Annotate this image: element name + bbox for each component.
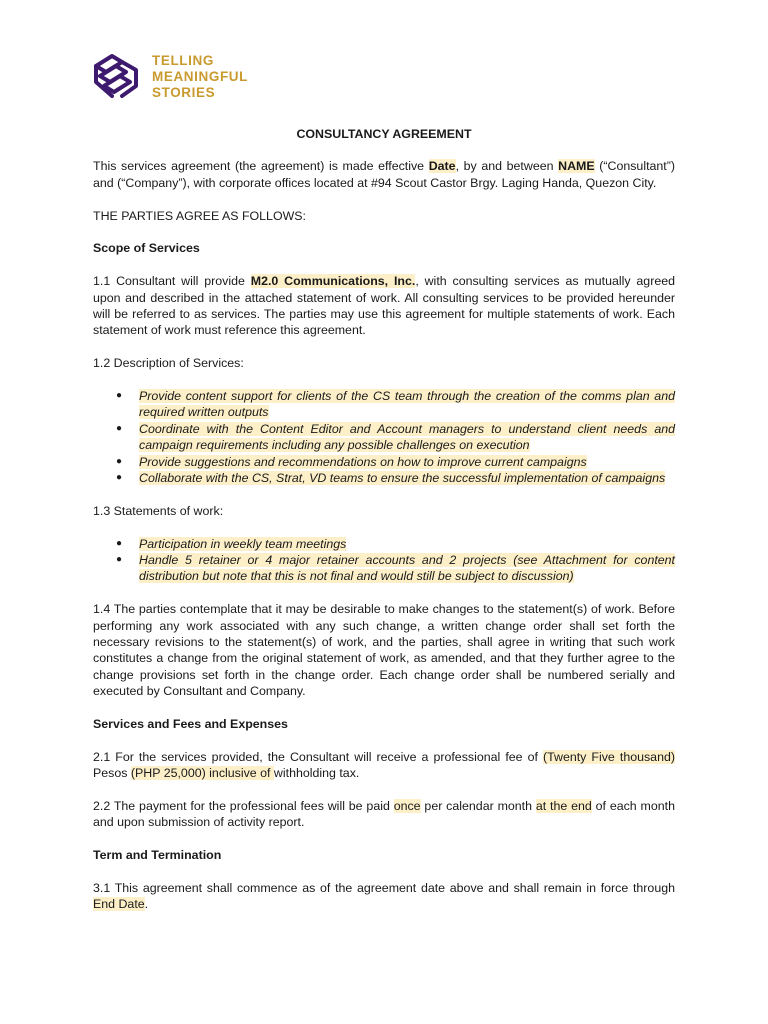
clause-1-3: 1.3 Statements of work:	[93, 503, 224, 518]
logo-line-2: MEANINGFUL	[152, 69, 248, 84]
list-item	[139, 454, 675, 470]
clause-1-1	[93, 273, 675, 339]
consultant-name-placeholder: NAME	[558, 159, 595, 174]
stacked-chevron-logo-icon	[92, 52, 144, 102]
agreement-body	[93, 126, 675, 929]
fee-amount-highlight: (PHP 25,000) inclusive of	[130, 766, 274, 781]
logo-line-3: STORIES	[152, 85, 216, 100]
parties-agree-line: THE PARTIES AGREE AS FOLLOWS:	[93, 208, 306, 223]
clause-3-1-text-a: 3.1 This agreement shall commence as of the agreement date above and shall remain in force through	[93, 881, 675, 896]
intro-text-1: This services agreement (the agreement) is made effective	[93, 159, 429, 174]
clause-1-4: 1.4 The parties contemplate that it may be desirable to make changes to the statement(s) of work. Before performing any work associated with any such change, a written change order shall set forth the necessary revisions to the statement(s) of work, and the parties, shall agree in writing that such work constitutes a change from the original statement of work, as amended, and that they further agree to the change provisions set forth in the change order. Each change order shall be numbered serially and executed by Consultant and Company.	[93, 602, 675, 699]
intro-text-2: , by and between	[455, 159, 559, 174]
service-item-text: Collaborate with the CS, Strat, VD teams to ensure the successful implementation of campaigns	[139, 471, 666, 486]
intro-text-3: (“Consultant”) and (“Company”), with corporate offices located at #94 Scout Castor Brgy. Laging Handa, Quezon City.	[93, 159, 675, 190]
clause-2-1	[93, 749, 675, 782]
clause-2-1-text-c: withholding tax.	[273, 766, 360, 781]
fees-heading: Services and Fees and Expenses	[93, 717, 288, 732]
service-item-text: Provide content support for clients of the CS team through the creation of the comms plan and required written outputs	[139, 389, 675, 420]
list-item	[139, 388, 675, 421]
clause-2-2-text-a: 2.2 The payment for the professional fees will be paid	[93, 799, 394, 814]
intro-paragraph	[93, 158, 675, 191]
company-name-highlight: M2.0 Communications, Inc.	[250, 274, 416, 289]
term-heading: Term and Termination	[93, 848, 222, 863]
clause-1-1-text-a: 1.1 Consultant will provide	[93, 274, 251, 289]
list-item	[139, 421, 675, 454]
payment-timing-highlight: at the end	[535, 799, 592, 814]
clause-2-2-text-c: of each month and upon submission of activity report.	[93, 799, 675, 830]
clause-1-2: 1.2 Description of Services:	[93, 356, 244, 371]
list-item	[139, 470, 675, 486]
work-list	[93, 536, 675, 585]
clause-2-2	[93, 798, 675, 831]
document-title: CONSULTANCY AGREEMENT	[296, 127, 472, 141]
scope-heading: Scope of Services	[93, 241, 200, 256]
services-list	[93, 388, 675, 486]
company-logo	[92, 52, 248, 102]
clause-1-1-text-b: , with consulting services as mutually agreed upon and described in the attached statement of work. All consulting services to be provided hereunder will be referred to as services. The parties may use this agreement for multiple statements of work. Each statement of work must reference this agreement.	[93, 274, 675, 338]
work-item-text: Participation in weekly team meetings	[139, 536, 347, 551]
logo-line-1: TELLING	[152, 53, 214, 68]
work-item-text: Handle 5 retainer or 4 major retainer accounts and 2 projects (see Attachment for content distribution but note that this is not final and would still be subject to discussion)	[139, 553, 675, 584]
clause-2-1-text-b: Pesos	[93, 766, 131, 781]
list-item	[139, 536, 675, 552]
end-date-placeholder: End Date	[93, 897, 145, 912]
clause-3-1	[93, 880, 675, 913]
service-item-text: Provide suggestions and recommendations on how to improve current campaigns	[139, 454, 587, 469]
effective-date-placeholder: Date	[428, 159, 456, 174]
clause-2-2-text-b: per calendar month	[420, 799, 536, 814]
logo-wordmark	[152, 53, 248, 101]
clause-3-1-text-b: .	[144, 897, 149, 912]
list-item	[139, 552, 675, 585]
payment-frequency-highlight: once	[393, 799, 421, 814]
fee-words-highlight: (Twenty Five thousand)	[542, 749, 675, 764]
service-item-text: Coordinate with the Content Editor and Account managers to understand client needs and campaign requirements including any possible challenges on execution	[139, 421, 675, 453]
clause-2-1-text-a: 2.1 For the services provided, the Consultant will receive a professional fee of	[93, 749, 543, 764]
